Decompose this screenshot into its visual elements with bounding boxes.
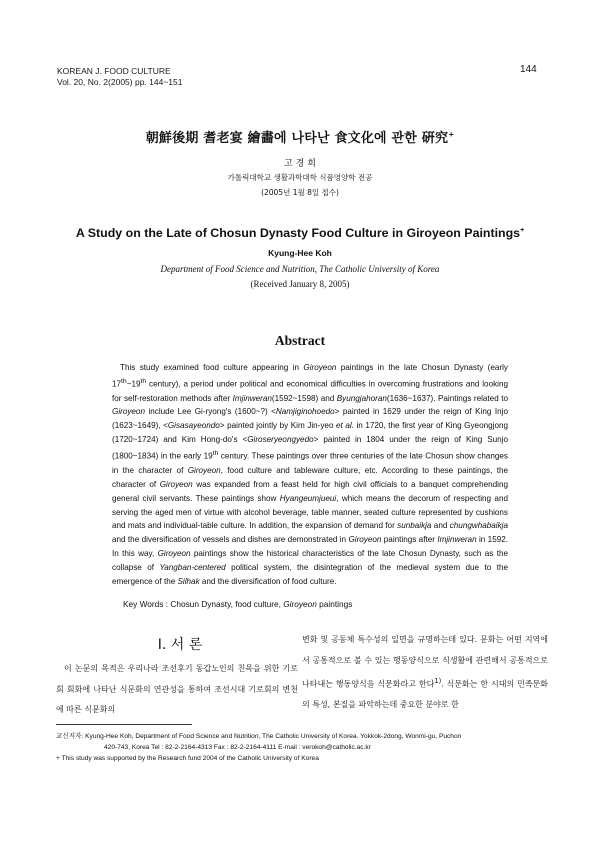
english-affiliation: Department of Food Science and Nutrition, The Catholic University of Korea <box>160 264 440 274</box>
footnote-divider <box>56 724 192 725</box>
intro-paragraph-continued: 변화 및 공동체 특수성의 일면을 규명하는데 있다. 문화는 어떤 지역에서 공통적으로 볼 수 있는 행동양식으로 식생활에 관련해서 공통적으로 나타내는 행동양식을 식문화라고 한다$^{1)}$. 식문화는 한 시대의 민족문화의 특성, 본질을 파악하는데 중요한 분야로 한 <box>302 635 549 710</box>
korean-received-date: (2005년 1월 8일 접수) <box>261 188 339 197</box>
korean-title-mark: + <box>448 130 455 139</box>
korean-title-text: 朝鮮後期 耆老宴 繪畵에 나타난 食文化에 관한 硏究 <box>145 131 449 146</box>
body-column-right <box>302 630 548 716</box>
korean-title <box>0 127 600 146</box>
footnote-ref: 1) <box>434 677 442 685</box>
english-title-mark: + <box>520 226 525 234</box>
body-column-left <box>56 659 298 721</box>
abstract-body <box>112 361 508 589</box>
english-title-text: A Study on the Late of Chosun Dynasty Food Culture in Giroyeon Paintings <box>75 226 521 240</box>
keywords <box>123 599 352 609</box>
keywords-list: Chosun Dynasty, food culture, <box>170 599 284 609</box>
contact-info: 420-743, Korea Tel : 82-2-2164-4313 Fax : 82-2-2164-4111 E-mail : verokoh@catholic.ac.kr <box>104 744 371 751</box>
english-title <box>0 226 600 240</box>
keywords-tail: paintings <box>316 599 353 609</box>
abstract-heading: Abstract <box>274 333 326 348</box>
journal-info <box>57 66 182 88</box>
korean-affiliation: 가톨릭대학교 생활과학대학 식품영양학 전공 <box>227 173 373 182</box>
footnotes <box>56 731 546 764</box>
intro-paragraph: 이 논문의 목적은 우리나라 조선후기 동갑노인의 친목을 위한 기로회 회화에 나타난 식문화의 연관성을 통하여 조선시대 기로회의 변천에 따른 식문화의 <box>56 664 298 714</box>
english-received-date: (Received January 8, 2005) <box>250 279 350 289</box>
journal-name: KOREAN J. FOOD CULTURE <box>57 66 171 76</box>
korean-author: 고 경 희 <box>284 159 316 169</box>
journal-volume: Vol. 20, No. 2(2005) pp. 144~151 <box>57 77 183 87</box>
keywords-label: Key Words : <box>123 599 171 609</box>
corresponding-author: 교신저자: Kyung-Hee Koh, Department of Food Science and Nutrition, The Catholic University of Korea. Yokkok-2dong, Wonmi-gu, Puchon <box>56 733 462 740</box>
section-heading-introduction: Ⅰ. 서 론 <box>157 637 203 653</box>
page-number: 144 <box>520 64 537 75</box>
abstract-paragraph: This study examined food culture appearing in Giroyeon paintings in the late Chosun Dynasty (early 17th~19th century), a period under political and economical difficulties in overcoming frustrations and looking for self-restoration methods after Imjinweran(1592~1598) and Byungjahoran(1636~1637). Paintings related to Giroyeon include Lee Gi-ryong's (1600~?) <Namjiginohoedo> painted in 1629 under the reign of King Injo (1623~1649), <Gisasayeondo> painted jointly by Kim Jin-yeo et al. in 1720, the first year of King Gyeongjong (1720~1724) and Kim Hong-do's <Giroseryeongyedo> painted in 1804 under the reign of King Sunjo (1800~1834) in the early 19th century. These paintings over three centuries of the late Chosun show changes in the character of Giroyeon, food culture and tableware culture, etc. According to these paintings, the character of Giroyeon was expanded from a feast held for high civil officials to a banquet comprehending general civil servants. These paintings show Hyangeumjueui, which means the decorum of respecting and serving the aged men of virtue with alcohol beverage, table manner, seated culture represented by cushions and mats and individual-table culture. In addition, the expansion of demand for sunbaikja and chungwhabaikja and the diversification of vessels and dishes are demonstrated in Giroyeon paintings after Imjinweran in 1592. In this way, Giroyeon paintings show the historical characteristics of the late Chosun Dynasty, such as the collapse of Yangban-centered political system, the disintegration of the medieval system due to the emergence of the Silhak and the diversification of food culture. <box>112 363 509 587</box>
keywords-italic: Giroyeon <box>283 599 317 609</box>
funding-note: + This study was supported by the Research fund 2004 of the Catholic University of Korea <box>56 755 319 762</box>
english-author: Kyung-Hee Koh <box>268 248 332 258</box>
